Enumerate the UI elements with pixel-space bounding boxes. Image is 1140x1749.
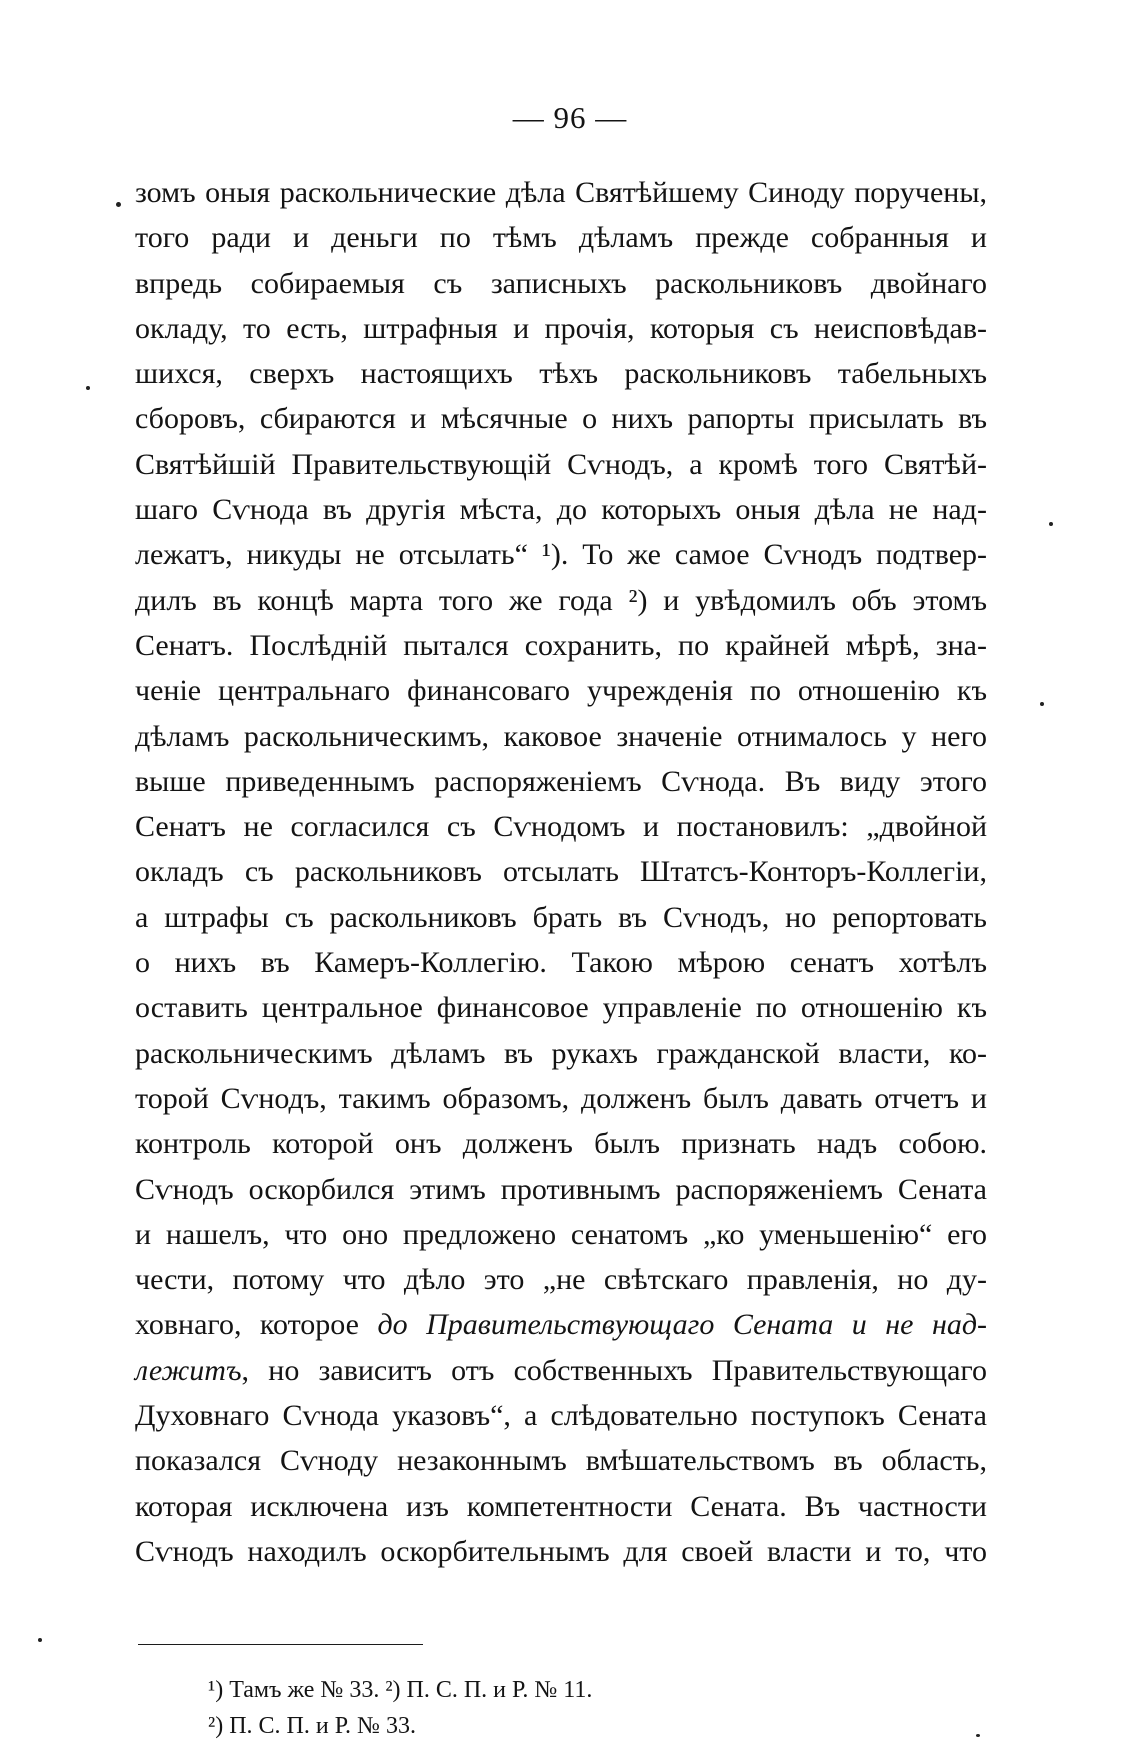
text-line: лежатъ, никуды не отсылать“ ¹). То же самое Сѵнодъ подтвер- bbox=[135, 538, 987, 572]
text-line: зомъ оныя раскольнические дѣла Святѣйшему Синоду поручены, bbox=[135, 176, 987, 209]
scan-speck bbox=[1040, 702, 1044, 706]
text-line: показался Сѵноду незаконнымъ вмѣшательствомъ въ область, bbox=[135, 1444, 987, 1478]
text-line: Святѣйшій Правительствующій Сѵнодъ, а кромѣ того Святѣй- bbox=[135, 447, 987, 481]
line-segment: ховнаго, которое bbox=[135, 1308, 378, 1342]
text-line: оставить центральное финансовое управленіе по отношенію къ bbox=[135, 991, 987, 1025]
text-line: Сѵнодъ оскорбился этимъ противнымъ распоряженіемъ Сената bbox=[135, 1172, 987, 1206]
text-line: чести, потому что дѣло это „не свѣтскаго правленія, но ду- bbox=[135, 1263, 987, 1297]
text-line bbox=[135, 1302, 987, 1347]
text-line: того ради и деньги по тѣмъ дѣламъ прежде собранныя и bbox=[135, 221, 987, 255]
footnote: ²) П. С. П. и Р. № 33. bbox=[208, 1713, 416, 1739]
italic-quote: до Правительствующаго Сената и не над- bbox=[377, 1308, 987, 1342]
page-number: — 96 — bbox=[512, 100, 628, 135]
text-line: окладъ съ раскольниковъ отсылать Штатсъ-Конторъ-Коллегіи, bbox=[135, 855, 987, 889]
body-text bbox=[135, 170, 987, 1574]
text-line bbox=[135, 1348, 987, 1393]
text-line: дѣламъ раскольническимъ, каковое значеніе отнималось у него bbox=[135, 719, 987, 753]
text-line: ченіе центральнаго финансоваго учрежденія по отношенію къ bbox=[135, 674, 987, 708]
text-line: о нихъ въ Камеръ-Коллегію. Такою мѣрою сенатъ хотѣлъ bbox=[135, 946, 987, 980]
scan-speck bbox=[976, 1734, 980, 1737]
text-line: шаго Сѵнода въ другія мѣста, до которыхъ оныя дѣла не над- bbox=[135, 493, 987, 527]
text-line: Сѵнодъ находилъ оскорбительнымъ для своей власти и то, что bbox=[135, 1534, 987, 1568]
text-line: шихся, сверхъ настоящихъ тѣхъ раскольниковъ табельныхъ bbox=[135, 357, 987, 391]
text-line: и нашелъ, что оно предложено сенатомъ „ко уменьшенію“ его bbox=[135, 1217, 987, 1251]
footnote-divider bbox=[138, 1644, 423, 1645]
line-segment: , но зависитъ отъ собственныхъ Правительствующаго bbox=[241, 1353, 987, 1387]
scan-speck bbox=[116, 202, 121, 207]
text-line: контроль которой онъ долженъ былъ признать надъ собою. bbox=[135, 1127, 987, 1161]
text-line: раскольническимъ дѣламъ въ рукахъ гражданской власти, ко- bbox=[135, 1036, 987, 1070]
text-line: которая исключена изъ компетентности Сената. Въ частности bbox=[135, 1489, 987, 1523]
text-line: а штрафы съ раскольниковъ брать въ Сѵнодъ, но репортовать bbox=[135, 900, 987, 934]
text-line: дилъ въ концѣ марта того же года ²) и увѣдомилъ объ этомъ bbox=[135, 583, 987, 617]
text-line: впредь собираемыя съ записныхъ раскольниковъ двойнаго bbox=[135, 266, 987, 300]
text-line: Духовнаго Сѵнода указовъ“, а слѣдовательно поступокъ Сената bbox=[135, 1399, 987, 1433]
text-line: Сенатъ не согласился съ Сѵнодомъ и постановилъ: „двойной bbox=[135, 810, 987, 844]
scan-speck bbox=[86, 386, 90, 390]
scan-speck bbox=[38, 1638, 42, 1642]
text-line: выше приведеннымъ распоряженіемъ Сѵнода. Въ виду этого bbox=[135, 764, 987, 798]
text-line: сборовъ, сбираются и мѣсячные о нихъ рапорты присылать въ bbox=[135, 402, 987, 436]
text-line: окладу, то есть, штрафныя и прочія, которыя съ неисповѣдав- bbox=[135, 311, 987, 345]
scan-speck bbox=[1049, 522, 1053, 526]
text-line: торой Сѵнодъ, такимъ образомъ, долженъ былъ давать отчетъ и bbox=[135, 1081, 987, 1115]
footnotes bbox=[208, 1672, 592, 1744]
footnote: ¹) Тамъ же № 33. ²) П. С. П. и Р. № 11. bbox=[208, 1677, 593, 1703]
text-line: Сенатъ. Послѣдній пытался сохранить, по крайней мѣрѣ, зна- bbox=[135, 628, 987, 662]
italic-quote: лежитъ bbox=[135, 1353, 242, 1387]
